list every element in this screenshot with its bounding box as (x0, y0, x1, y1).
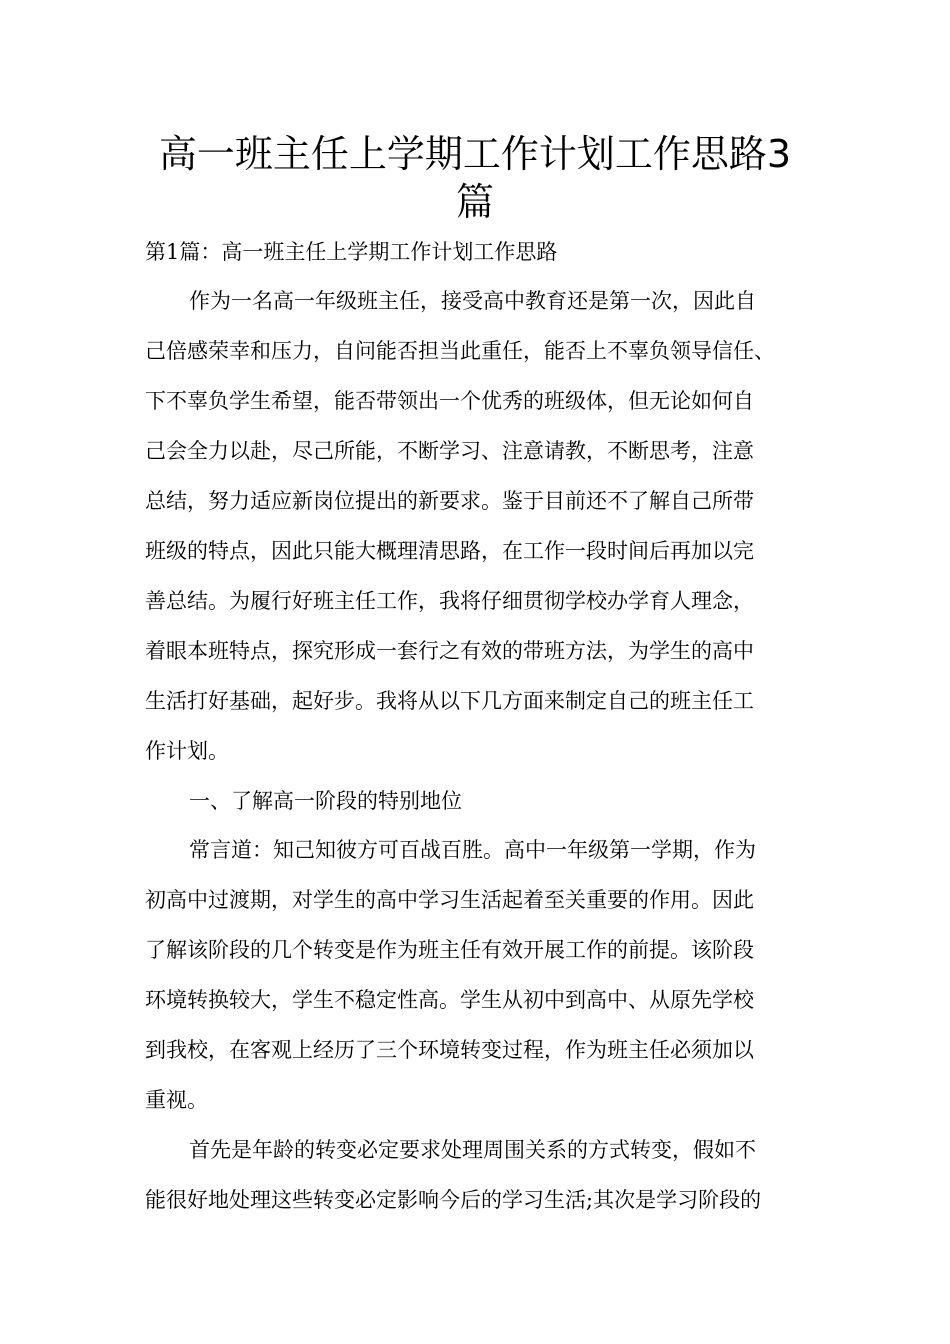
paragraph-line: 下不辜负学生希望，能否带领出一个优秀的班级体，但无论如何自 (145, 389, 754, 413)
paragraph-line: 作计划。 (145, 739, 229, 763)
paragraph-line: 着眼本班特点，探究形成一套行之有效的带班方法，为学生的高中 (145, 639, 754, 663)
paragraph-line: 能很好地处理这些转变必定影响今后的学习生活;其次是学习阶段的 (145, 1188, 762, 1212)
paragraph-line: 善总结。为履行好班主任工作，我将仔细贯彻学校办学育人理念， (145, 589, 754, 613)
paragraph-line: 己倍感荣幸和压力，自问能否担当此重任，能否上不辜负领导信任、 (145, 339, 775, 363)
subheading: 第1篇：高一班主任上学期工作计划工作思路 (145, 240, 558, 264)
paragraph-line: 到我校，在客观上经历了三个环境转变过程，作为班主任必须加以 (145, 1038, 754, 1062)
paragraph-line: 生活打好基础，起好步。我将从以下几方面来制定自己的班主任工 (145, 689, 754, 713)
paragraph-line: 班级的特点，因此只能大概理清思路，在工作一段时间后再加以完 (145, 539, 754, 563)
document-title-line-1: 高一班主任上学期工作计划工作思路3 (158, 132, 792, 176)
section-heading: 一、了解高一阶段的特别地位 (189, 789, 462, 813)
paragraph-line: 环境转换较大，学生不稳定性高。学生从初中到高中、从原先学校 (145, 988, 754, 1012)
document-title-line-2: 篇 (455, 180, 494, 224)
paragraph-line: 常言道：知己知彼方可百战百胜。高中一年级第一学期，作为 (189, 838, 756, 862)
paragraph-line: 总结，努力适应新岗位提出的新要求。鉴于目前还不了解自己所带 (145, 489, 754, 513)
paragraph-line: 己会全力以赴，尽己所能，不断学习、注意请教，不断思考，注意 (145, 439, 754, 463)
paragraph-line: 首先是年龄的转变必定要求处理周围关系的方式转变，假如不 (189, 1138, 756, 1162)
paragraph-line: 作为一名高一年级班主任，接受高中教育还是第一次，因此自 (189, 289, 756, 313)
paragraph-line: 初高中过渡期，对学生的高中学习生活起着至关重要的作用。因此 (145, 888, 754, 912)
paragraph-line: 重视。 (145, 1088, 208, 1112)
paragraph-line: 了解该阶段的几个转变是作为班主任有效开展工作的前提。该阶段 (145, 938, 754, 962)
